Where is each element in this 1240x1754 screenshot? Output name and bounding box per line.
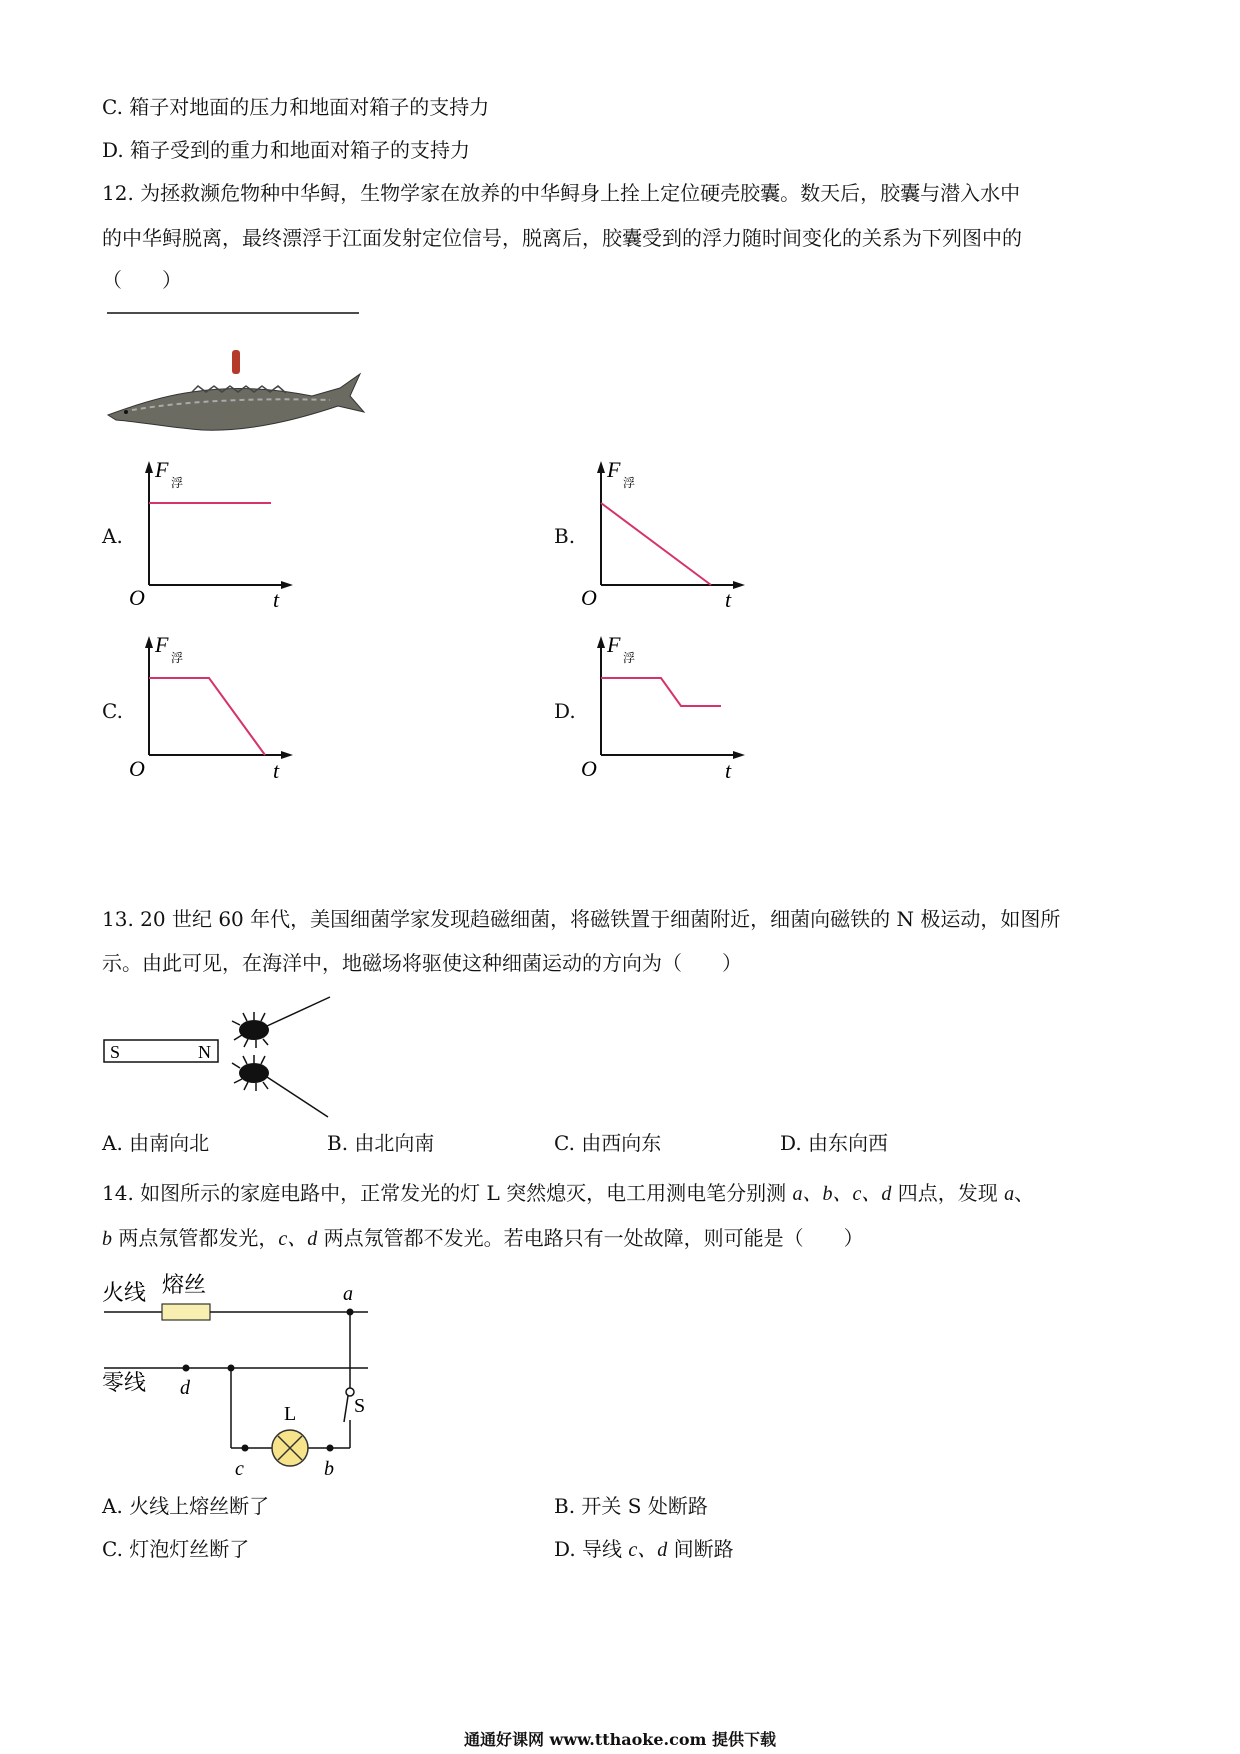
q14-stem-line2: b 两点氖管都发光，c、d 两点氖管都不发光。若电路只有一处故障，则可能是（ ） <box>102 1226 864 1250</box>
q12-stem-line1: 12. 为拯救濒危物种中华鲟，生物学家在放养的中华鲟身上拴上定位硬壳胶囊。数天后，胶囊与潜入水中 <box>102 181 1021 205</box>
graph-b-curve <box>601 503 711 585</box>
magnet-n-label: N <box>198 1042 211 1062</box>
graph-b <box>577 455 752 615</box>
graph-b-y-label: F <box>607 457 621 482</box>
q12-option-d-label: D. <box>554 699 576 723</box>
point-b-label: b <box>324 1458 334 1480</box>
q14-stem-line1: 14. 如图所示的家庭电路中，正常发光的灯 L 突然熄灭，电工用测电笔分别测 a、b、c、d 四点，发现 a、 <box>102 1181 1035 1205</box>
graph-c-y-sub: 浮 <box>171 651 184 665</box>
graph-d-y-sub: 浮 <box>623 651 636 665</box>
q13-option-a: A. 由南向北 <box>102 1131 210 1155</box>
graph-c <box>125 630 300 790</box>
q11-option-c: C. 箱子对地面的压力和地面对箱子的支持力 <box>102 95 490 119</box>
q14-option-d: D. 导线 c、d 间断路 <box>554 1537 734 1561</box>
graph-d-y-label: F <box>607 632 621 657</box>
lamp-label: L <box>284 1403 297 1425</box>
graph-a-origin: O <box>129 585 145 610</box>
graph-d-x-label: t <box>725 758 732 783</box>
q13-option-c: C. 由西向东 <box>554 1131 662 1155</box>
circuit-diagram <box>102 1270 422 1485</box>
point-d-label: d <box>180 1377 190 1399</box>
sturgeon-figure <box>102 300 372 445</box>
q12-option-b-label: B. <box>554 524 576 548</box>
graph-a-y-label: F <box>155 457 169 482</box>
magnet-s-label: S <box>110 1042 121 1062</box>
graph-d <box>577 630 752 790</box>
graph-a-y-sub: 浮 <box>171 476 184 490</box>
q11-option-d: D. 箱子受到的重力和地面对箱子的支持力 <box>102 138 471 162</box>
q13-option-b: B. 由北向南 <box>327 1131 435 1155</box>
live-wire-label: 火线 <box>102 1280 147 1305</box>
graph-c-curve <box>149 678 265 755</box>
magnet-bacteria-figure <box>102 995 342 1125</box>
capsule-icon <box>232 350 240 374</box>
bacterium-lower-icon <box>232 1055 328 1117</box>
neutral-wire-label: 零线 <box>102 1370 147 1395</box>
q14-option-a: A. 火线上熔丝断了 <box>102 1494 270 1518</box>
graph-a-x-label: t <box>273 587 280 612</box>
q12-option-c-label: C. <box>102 699 123 723</box>
q12-stem-line3: （ ） <box>102 268 182 292</box>
graph-c-y-label: F <box>155 632 169 657</box>
switch-icon <box>344 1396 348 1422</box>
q13-stem-line2: 示。由此可见，在海洋中，地磁场将驱使这种细菌运动的方向为（ ） <box>102 951 742 975</box>
point-a-label: a <box>343 1283 353 1305</box>
bacterium-upper-icon <box>232 997 330 1048</box>
page-footer: 通通好课网 www.tthaoke.com 提供下载 <box>463 1730 777 1749</box>
q14-option-c: C. 灯泡灯丝断了 <box>102 1537 250 1561</box>
graph-a <box>125 455 300 615</box>
switch-label: S <box>354 1395 366 1417</box>
q13-option-d: D. 由东向西 <box>780 1131 889 1155</box>
graph-d-curve <box>601 678 721 706</box>
q13-stem-line1: 13. 20 世纪 60 年代，美国细菌学家发现趋磁细菌，将磁铁置于细菌附近，细菌向磁铁的 N 极运动，如图所 <box>102 907 1061 931</box>
q12-stem-line2: 的中华鲟脱离，最终漂浮于江面发射定位信号，脱离后，胶囊受到的浮力随时间变化的关系为下列图中的 <box>102 226 1022 250</box>
graph-b-x-label: t <box>725 587 732 612</box>
graph-c-origin: O <box>129 756 145 781</box>
graph-b-y-sub: 浮 <box>623 476 636 490</box>
graph-d-origin: O <box>581 756 597 781</box>
q12-option-a-label: A. <box>102 524 123 548</box>
q14-option-b: B. 开关 S 处断路 <box>554 1494 708 1518</box>
graph-b-origin: O <box>581 585 597 610</box>
switch-pivot <box>346 1388 354 1396</box>
graph-c-x-label: t <box>273 758 280 783</box>
point-c-label: c <box>235 1458 244 1480</box>
sturgeon-icon <box>108 374 364 430</box>
fuse-label: 熔丝 <box>162 1272 207 1297</box>
fuse-icon <box>162 1304 210 1320</box>
